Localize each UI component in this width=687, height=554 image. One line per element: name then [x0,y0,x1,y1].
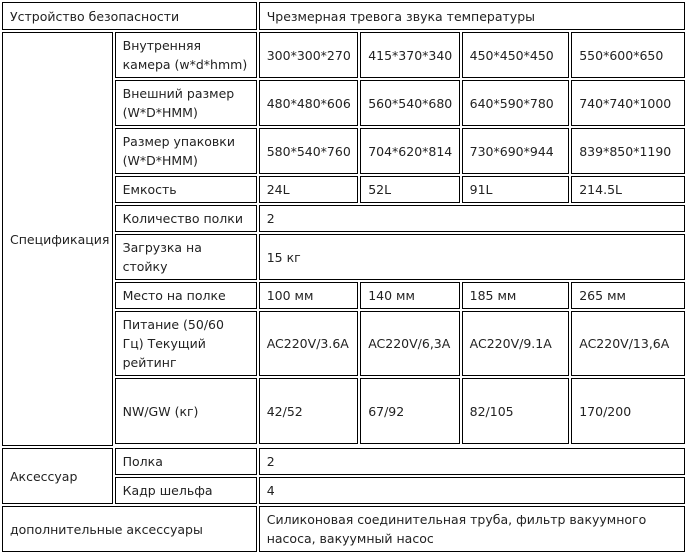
inner-chamber-value-3: 450*450*450 [462,32,570,78]
package-size-label: Размер упаковки (W*D*HMM) [115,128,257,174]
shelf-count-value: 2 [259,205,685,232]
extra-accessories-value: Силиконовая соединительная труба, фильтр вакуумного насоса, вакуумный насос [259,506,685,552]
weight-value-3: 82/105 [462,378,570,444]
package-size-value-4: 839*850*1190 [571,128,685,174]
shelf-frame-value: 4 [259,477,685,504]
row-extra-accessories [2,506,685,552]
accessory-shelf-value: 2 [259,448,685,475]
package-size-value-1: 580*540*760 [259,128,358,174]
power-value-4: AC220V/13,6A [571,311,685,376]
shelf-space-value-4: 265 мм [571,282,685,309]
safety-device-label: Устройство безопасности [2,2,257,30]
shelf-space-value-3: 185 мм [462,282,570,309]
weight-value-2: 67/92 [360,378,459,444]
rack-load-value: 15 кг [259,234,685,280]
outer-size-value-1: 480*480*606 [259,80,358,126]
outer-size-value-3: 640*590*780 [462,80,570,126]
inner-chamber-value-4: 550*600*650 [571,32,685,78]
power-value-3: AC220V/9.1A [462,311,570,376]
rack-load-label: Загрузка на стойку [115,234,257,280]
power-value-2: AC220V/6,3A [360,311,459,376]
shelf-space-label: Место на полке [115,282,257,309]
capacity-value-2: 52L [360,176,459,203]
capacity-label: Емкость [115,176,257,203]
inner-chamber-label: Внутренняя камера (w*d*hmm) [115,32,257,78]
weight-value-4: 170/200 [571,378,685,444]
extra-accessories-label: дополнительные аксессуары [2,506,257,552]
shelf-frame-label: Кадр шельфа [115,477,257,504]
shelf-space-value-1: 100 мм [259,282,358,309]
row-accessory-shelf [2,448,685,475]
capacity-value-4: 214.5L [571,176,685,203]
package-size-value-3: 730*690*944 [462,128,570,174]
shelf-space-value-2: 140 мм [360,282,459,309]
package-size-value-2: 704*620*814 [360,128,459,174]
capacity-value-3: 91L [462,176,570,203]
shelf-count-label: Количество полки [115,205,257,232]
accessory-group-label: Аксессуар [2,448,113,504]
outer-size-value-2: 560*540*680 [360,80,459,126]
accessory-shelf-label: Полка [115,448,257,475]
weight-label: NW/GW (кг) [115,378,257,444]
power-label: Питание (50/60 Гц) Текущий рейтинг [115,311,257,376]
capacity-value-1: 24L [259,176,358,203]
specification-group-label: Спецификация [2,32,113,446]
row-inner-chamber [2,32,685,78]
row-safety-device [2,2,685,30]
power-value-1: AC220V/3.6A [259,311,358,376]
outer-size-value-4: 740*740*1000 [571,80,685,126]
outer-size-label: Внешний размер (W*D*HMM) [115,80,257,126]
inner-chamber-value-1: 300*300*270 [259,32,358,78]
safety-device-value: Чрезмерная тревога звука температуры [259,2,685,30]
weight-value-1: 42/52 [259,378,358,444]
inner-chamber-value-2: 415*370*340 [360,32,459,78]
